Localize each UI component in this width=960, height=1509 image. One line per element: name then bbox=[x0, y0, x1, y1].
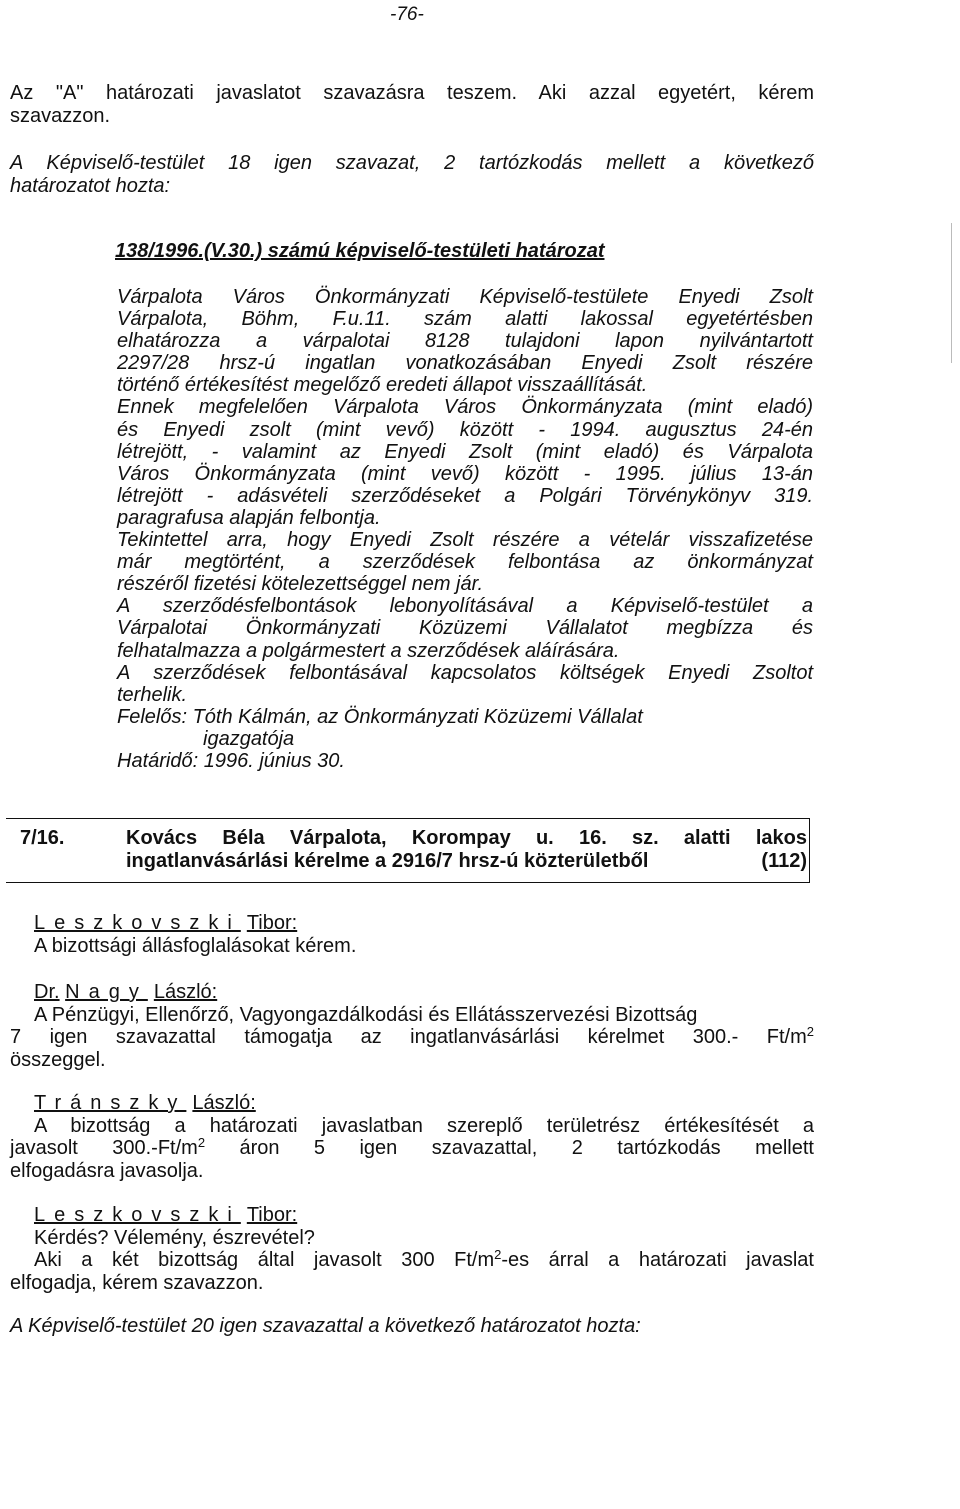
vote-intro-line-1: A Képviselő-testület 18 igen szavazat, 2 tartózkodás mellett a következő bbox=[10, 152, 814, 174]
resolution-line: Várpalota Város Önkormányzati Képviselő-testülete Enyedi Zsolt bbox=[117, 286, 813, 308]
speech-text: A bizottsági állásfoglalásokat kérem. bbox=[34, 934, 357, 957]
speech-line-text: javasolt 300.-Ft/m bbox=[10, 1137, 198, 1159]
speech-line-text: -es árral a határozati javaslat bbox=[501, 1249, 814, 1271]
speech-line bbox=[10, 1249, 814, 1272]
agenda-page-ref: (112) bbox=[761, 849, 807, 872]
speaker-name bbox=[10, 1204, 814, 1227]
resolution-line: elhatározza a várpalotai 8128 tulajdoni lapon nyilvántartott bbox=[117, 330, 813, 353]
resolution-responsible-cont: igazgatója bbox=[203, 727, 295, 750]
page-number: -76- bbox=[390, 4, 424, 25]
speech-1 bbox=[34, 912, 814, 957]
speech-line: elfogadja, kérem szavazzon. bbox=[10, 1271, 264, 1294]
resolution-line: 2297/28 hrsz-ú ingatlan vonatkozásában Enyedi Zsolt részére bbox=[117, 352, 813, 375]
speaker-name bbox=[34, 912, 814, 935]
speaker-name bbox=[10, 981, 814, 1004]
agenda-title-line-1: Kovács Béla Várpalota, Korompay u. 16. sz. alatti lakos bbox=[126, 827, 807, 849]
resolution-body bbox=[117, 286, 813, 772]
resolution-title: 138/1996.(V.30.) számú képviselő-testületi határozat bbox=[115, 240, 605, 262]
resolution-line: történő értékesítést megelőző eredeti állapot visszaállítását. bbox=[117, 374, 648, 397]
agenda-box bbox=[6, 818, 810, 883]
speaker-surname: Nagy bbox=[65, 981, 148, 1003]
speech-3 bbox=[10, 1092, 814, 1182]
superscript: 2 bbox=[197, 1135, 206, 1150]
speaker-title: Dr. bbox=[34, 981, 60, 1003]
speech-line: A Pénzügyi, Ellenőrző, Vagyongazdálkodási és Ellátásszervezési Bizottság bbox=[34, 1003, 698, 1026]
speaker-firstname: László: bbox=[192, 1092, 256, 1114]
resolution-line: létrejött, - valamint az Enyedi Zsolt (mint eladó) és Várpalota bbox=[117, 440, 813, 463]
resolution-line: Ennek megfelelően Várpalota Város Önkormányzata (mint eladó) bbox=[117, 396, 813, 419]
resolution-line: Várpalota, Böhm, F.u.11. szám alatti lakossal egyetértésben bbox=[117, 308, 813, 331]
speaker-surname: Leszkovszki bbox=[34, 912, 241, 934]
resolution-line: Várpalotai Önkormányzati Közüzemi Vállalatot megbízza és bbox=[117, 617, 813, 640]
resolution-line: Tekintettel arra, hogy Enyedi Zsolt részére a vételár visszafizetése bbox=[117, 529, 813, 552]
resolution-line: létrejött - adásvételi szerződéseket a Polgári Törvénykönyv 319. bbox=[117, 484, 813, 507]
resolution-line: és Enyedi zsolt (mint vevő) között - 1994. augusztus 24-én bbox=[117, 418, 813, 441]
speaker-surname: Tránszky bbox=[34, 1092, 187, 1114]
speech-line: összeggel. bbox=[10, 1048, 106, 1071]
speech-line bbox=[10, 1137, 814, 1160]
resolution-deadline: Határidő: 1996. június 30. bbox=[117, 749, 345, 772]
speaker-name bbox=[10, 1092, 814, 1115]
speech-2 bbox=[10, 981, 814, 1071]
agenda-title-line-2-text: ingatlanvásárlási kérelme a 2916/7 hrsz-ú közterületből bbox=[126, 849, 649, 872]
resolution-line: A szerződések felbontásával kapcsolatos költségek Enyedi Zsoltot bbox=[117, 661, 813, 684]
intro-line-1: Az "A" határozati javaslatot szavazásra teszem. Aki azzal egyetért, kérem bbox=[10, 82, 814, 104]
resolution-responsible: Felelős: Tóth Kálmán, az Önkormányzati Közüzemi Vállalat bbox=[117, 705, 643, 728]
speech-line: elfogadásra javasolja. bbox=[10, 1159, 204, 1182]
speech-line: A bizottság a határozati javaslatban szereplő területrész értékesítését a bbox=[34, 1114, 814, 1137]
speaker-firstname: László: bbox=[153, 981, 218, 1003]
speaker-firstname: Tibor: bbox=[246, 912, 298, 934]
resolution-line: A szerződésfelbontások lebonyolításával a Képviselő-testület a bbox=[117, 595, 813, 618]
intro-paragraph bbox=[10, 82, 814, 127]
margin-mark bbox=[951, 223, 952, 363]
resolution-line: már megtörtént, a szerződések felbontása az önkormányzat bbox=[117, 551, 813, 574]
resolution-line: Város Önkormányzata (mint vevő) között - 1995. július 13-án bbox=[117, 462, 813, 485]
speaker-surname: Leszkovszki bbox=[34, 1204, 241, 1226]
resolution-line: terhelik. bbox=[117, 683, 188, 706]
resolution-line: részéről fizetési kötelezettséggel nem jár. bbox=[117, 573, 484, 596]
speech-line-text: áron 5 igen szavazattal, 2 tartózkodás mellett bbox=[205, 1137, 814, 1159]
resolution-line: felhatalmazza a polgármestert a szerződések aláírására. bbox=[117, 639, 620, 662]
speech-line-text: Aki a két bizottság által javasolt 300 Ft/m bbox=[34, 1249, 495, 1271]
agenda-number: 7/16. bbox=[20, 827, 65, 849]
speaker-firstname: Tibor: bbox=[246, 1204, 298, 1226]
vote-intro-line-2: határozatot hozta: bbox=[10, 174, 171, 197]
superscript: 2 bbox=[494, 1247, 502, 1262]
speech-4 bbox=[10, 1204, 814, 1294]
agenda-title-line-2 bbox=[126, 850, 807, 873]
vote-intro-paragraph bbox=[10, 152, 814, 197]
resolution-line: paragrafusa alapján felbontja. bbox=[117, 506, 381, 529]
speech-line: Kérdés? Vélemény, észrevétel? bbox=[34, 1226, 315, 1249]
speech-line-text: 7 igen szavazattal támogatja az ingatlanvásárlási kérelmet 300.- Ft/m bbox=[10, 1026, 807, 1048]
speech-line bbox=[10, 1026, 814, 1049]
intro-line-2: szavazzon. bbox=[10, 104, 111, 127]
agenda-title bbox=[126, 827, 807, 872]
final-vote: A Képviselő-testület 20 igen szavazattal a következő határozatot hozta: bbox=[10, 1315, 641, 1337]
superscript: 2 bbox=[806, 1024, 814, 1039]
